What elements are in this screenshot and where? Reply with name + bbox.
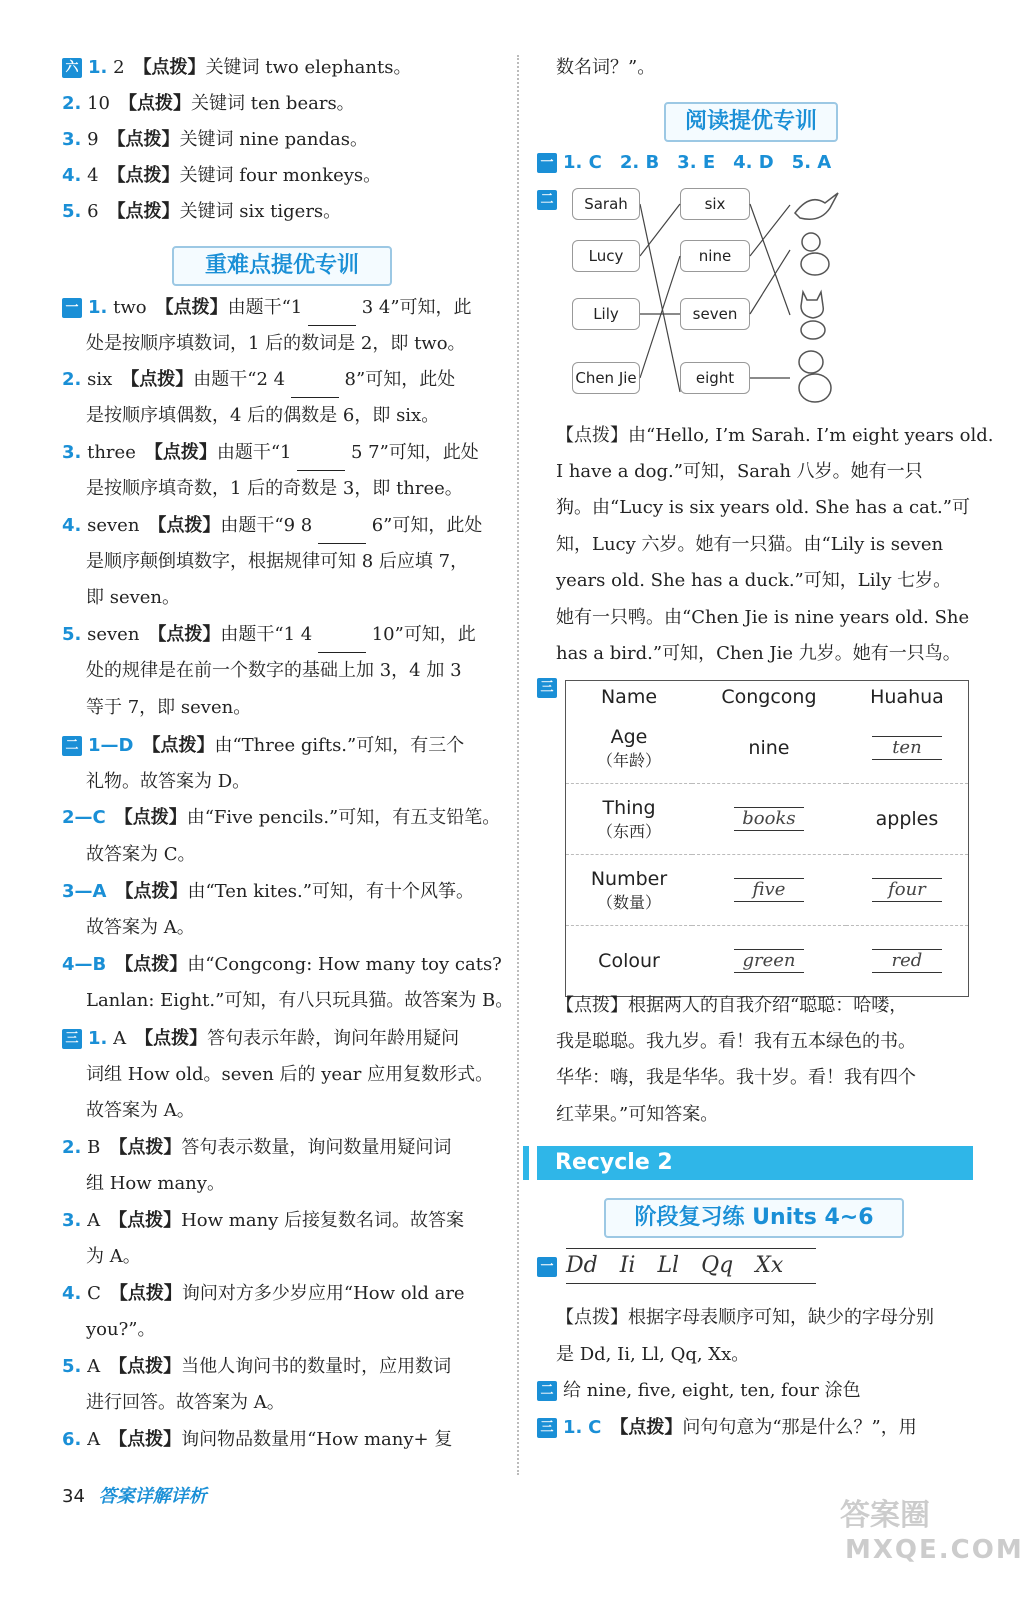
text-line: 是按顺序填偶数，4 后的偶数是 6，即 six。 xyxy=(86,405,440,426)
label-age: Age xyxy=(610,725,648,748)
q2-line: 2. six 【点拨】由题干“2 4 8”可知，此处 xyxy=(62,362,455,398)
section-3-icon: 三 xyxy=(537,678,557,698)
dog-icon xyxy=(793,348,839,408)
section-2-icon: 二 xyxy=(62,736,82,756)
m2-line: 2—C 【点拨】由“Five pencils.”可知，有五支铅笔。 xyxy=(62,807,501,828)
last-line: 三 1. C 【点拨】问句句意为“那是什么？”，用 xyxy=(537,1410,917,1446)
text-line: 为 A。 xyxy=(86,1246,141,1267)
reading-answers: 一 1. C 2. B 3. E 4. D 5. A xyxy=(537,145,831,181)
label-number-cn: （数量） xyxy=(597,892,662,912)
text-line: 华华：嗨，我是华华。我十岁。看！我有四个 xyxy=(556,1067,916,1088)
text-line: 知，Lucy 六岁。她有一只猫。由“Lily is seven xyxy=(556,534,944,555)
text-line: 处是按顺序填数词，1 后的数词是 2，即 two。 xyxy=(86,333,466,354)
text-line: 【点拨】根据两人的自我介绍“聪聪：哈喽， xyxy=(556,995,908,1016)
blank xyxy=(318,525,366,544)
text-line: 【点拨】由“Hello, I’m Sarah. I’m eight years old. xyxy=(556,425,994,446)
info-table xyxy=(565,680,969,997)
q4-line: 4. seven 【点拨】由题干“9 8 6”可知，此处 xyxy=(62,508,482,544)
row-age xyxy=(566,713,969,784)
cell-congcong-number: five xyxy=(734,878,804,902)
cat-icon xyxy=(795,288,831,340)
recycle-title: Recycle 2 xyxy=(555,1150,673,1175)
watermark-url: MXQE.COM xyxy=(845,1535,1024,1565)
cell-huahua-thing: apples xyxy=(846,784,969,855)
label-age-cn: （年龄） xyxy=(597,750,662,770)
label-thing: Thing xyxy=(602,796,656,819)
footer-brand: 答案详解详析 xyxy=(98,1486,207,1507)
text-line: I have a dog.”可知，Sarah 八岁。她有一只 xyxy=(556,461,923,482)
text-line: 数名词？”。 xyxy=(556,57,656,78)
text-line: 故答案为 A。 xyxy=(86,1100,195,1121)
item-6-4: 4. 4 【点拨】关键词 four monkeys。 xyxy=(62,165,382,186)
q3-line: 3. three 【点拨】由题干“1 5 7”可知，此处 xyxy=(62,435,479,471)
m4-line: 4—B 【点拨】由“Congcong: How many toy cats? xyxy=(62,954,502,975)
row-thing xyxy=(566,784,969,855)
c2-line: 2. B 【点拨】答句表示数量，询问数量用疑问词 xyxy=(62,1137,452,1158)
c4-line: 4. C 【点拨】询问对方多少岁应用“How old are xyxy=(62,1283,465,1304)
age-box-seven: seven xyxy=(680,298,750,330)
cell-congcong-age: nine xyxy=(692,713,846,784)
blank xyxy=(318,634,366,653)
recycle-bar xyxy=(523,1146,529,1180)
blank xyxy=(297,452,345,471)
c3-line: 3. A 【点拨】How many 后接复数名词。故答案 xyxy=(62,1210,465,1231)
blank xyxy=(308,307,356,326)
cell-huahua-colour: red xyxy=(872,949,942,973)
text-line: 红苹果。”可知答案。 xyxy=(556,1104,719,1125)
color-line: 二 给 nine, five, eight, ten, four 涂色 xyxy=(537,1373,861,1409)
section-1-icon: 一 xyxy=(62,298,82,318)
c6-line: 6. A 【点拨】询问物品数量用“How many+ 复 xyxy=(62,1429,453,1450)
header-name: Name xyxy=(600,686,658,708)
text-line: years old. She has a duck.”可知，Lily 七岁。 xyxy=(556,570,952,591)
item-6-1: 六 1. 2 【点拨】关键词 two elephants。 xyxy=(62,50,411,86)
text-line: 是按顺序填奇数，1 后的奇数是 3，即 three。 xyxy=(86,478,463,499)
text-line: 组 How many。 xyxy=(86,1173,225,1194)
row-colour xyxy=(566,926,969,997)
section-1-icon: 一 xyxy=(537,1257,557,1277)
text-line: 故答案为 A。 xyxy=(86,917,195,938)
item-6-3: 3. 9 【点拨】关键词 nine pandas。 xyxy=(62,129,368,150)
column-divider xyxy=(517,55,519,1475)
text-line: 是 Dd, Ii, Ll, Qq, Xx。 xyxy=(556,1344,750,1365)
text-line: 狗。由“Lucy is six years old. She has a cat.”可 xyxy=(556,497,970,518)
banner-review: 阶段复习练 Units 4~6 xyxy=(604,1198,904,1238)
cell-congcong-colour: green xyxy=(734,949,804,973)
header-congcong: Congcong xyxy=(721,686,817,708)
blank xyxy=(291,379,339,398)
m3-line: 3—A 【点拨】由“Ten kites.”可知，有十个风筝。 xyxy=(62,881,474,902)
text-line: 等于 7，即 seven。 xyxy=(86,697,252,718)
cell-huahua-number: four xyxy=(872,878,942,902)
text-line: 词组 How old。seven 后的 year 应用复数形式。 xyxy=(86,1064,494,1085)
section-3-icon: 三 xyxy=(537,1418,557,1438)
label-number: Number xyxy=(590,867,668,890)
banner-reading: 阅读提优专训 xyxy=(664,102,838,142)
text-line: 礼物。故答案为 D。 xyxy=(86,771,251,792)
label-colour: Colour xyxy=(598,950,660,972)
text-line: 故答案为 C。 xyxy=(86,844,196,865)
section-1-icon: 一 xyxy=(537,153,557,173)
age-box-nine: nine xyxy=(680,240,750,272)
name-box-lucy: Lucy xyxy=(572,240,640,272)
text-line: 【点拨】根据字母表顺序可知，缺少的字母分别 xyxy=(556,1307,934,1328)
footer xyxy=(62,1482,207,1508)
name-box-chenjie: Chen Jie xyxy=(572,362,640,394)
age-box-eight: eight xyxy=(680,362,750,394)
duck-icon xyxy=(797,230,833,280)
age-box-six: six xyxy=(680,188,750,220)
text-line: 即 seven。 xyxy=(86,587,181,608)
watermark-logo: 答案圈 xyxy=(840,1498,930,1533)
m1-line: 二 1—D 【点拨】由“Three gifts.”可知，有三个 xyxy=(62,728,464,764)
section-2-icon: 二 xyxy=(537,1381,557,1401)
c1-line: 三 1. A 【点拨】答句表示年龄，询问年龄用疑问 xyxy=(62,1021,459,1057)
text-line: 进行回答。故答案为 A。 xyxy=(86,1392,285,1413)
bird-icon xyxy=(790,188,840,228)
page-number: 34 xyxy=(62,1486,85,1507)
cell-huahua-age: ten xyxy=(872,736,942,760)
header-huahua: Huahua xyxy=(870,686,944,708)
text-line: Lanlan: Eight.”可知，有八只玩具猫。故答案为 B。 xyxy=(86,990,514,1011)
text-line: 处的规律是在前一个数字的基础上加 3，4 加 3 xyxy=(86,660,462,681)
cell-congcong-thing: books xyxy=(734,807,804,831)
item-6-2: 2. 10 【点拨】关键词 ten bears。 xyxy=(62,93,355,114)
label-thing-cn: （东西） xyxy=(597,821,662,841)
row-number xyxy=(566,855,969,926)
item-6-5: 5. 6 【点拨】关键词 six tigers。 xyxy=(62,201,342,222)
q1-line: 一 1. two 【点拨】由题干“1 3 4”可知，此 xyxy=(62,290,472,326)
text-line: has a bird.”可知，Chen Jie 九岁。她有一只鸟。 xyxy=(556,643,961,664)
text-line: 我是聪聪。我九岁。看！我有五本绿色的书。 xyxy=(556,1031,916,1052)
banner-key-points: 重难点提优专训 xyxy=(172,246,392,286)
q5-line: 5. seven 【点拨】由题干“1 4 10”可知，此 xyxy=(62,617,476,653)
text-line: you?”。 xyxy=(86,1319,156,1340)
handwritten-letters: Dd Ii Ll Qq Xx xyxy=(566,1248,816,1284)
name-box-lily: Lily xyxy=(572,298,640,330)
section-6-icon: 六 xyxy=(62,58,82,78)
text-line: 她有一只鸭。由“Chen Jie is nine years old. She xyxy=(556,607,970,628)
section-2-icon: 二 xyxy=(537,190,557,210)
text-line: 是顺序颠倒填数字，根据规律可知 8 后应填 7， xyxy=(86,551,469,572)
recycle-header xyxy=(537,1146,973,1180)
name-box-sarah: Sarah xyxy=(572,188,640,220)
c5-line: 5. A 【点拨】当他人询问书的数量时，应用数词 xyxy=(62,1356,452,1377)
section-3-icon: 三 xyxy=(62,1029,82,1049)
